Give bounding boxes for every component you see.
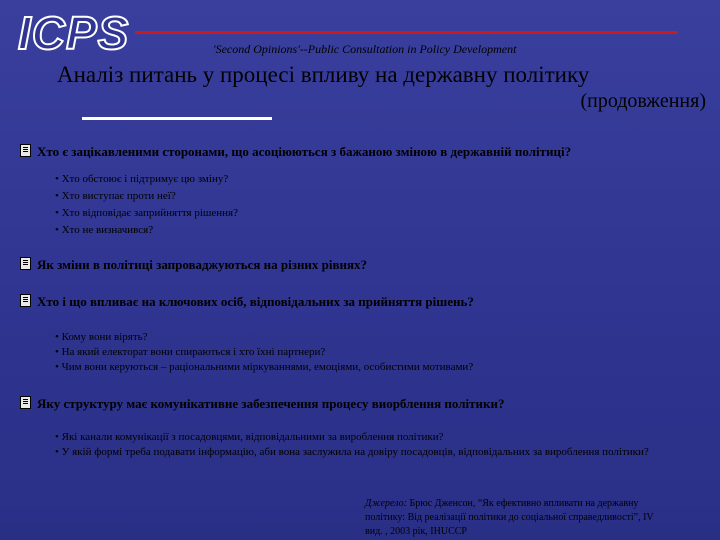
title-underline — [82, 117, 272, 120]
slide-title: Аналіз питань у процесі впливу на державну політику — [57, 62, 590, 87]
list-item: • Чим вони керуються – раціональними міркуваннями, емоціями, особистими мотивами? — [55, 361, 474, 373]
question-text: Яку структуру має комунікативне забезпечення процесу виорблення політики? — [37, 396, 505, 411]
list-item: • Хто обстоює і підтримує цю зміну? — [55, 173, 229, 185]
notepad-icon — [20, 396, 31, 409]
question-text: Хто і що впливає на ключових осіб, відповідальних за прийняття рішень? — [37, 294, 474, 309]
slide-title-continued: (продовження) — [580, 90, 706, 112]
source-text: Брюс Дженсон, “Як ефективно впливати на державну політику: Від реалізації політики до соціальної справедливості”, IV вид. , 2003 рік, ІНUССР — [365, 498, 654, 537]
question-influencers — [20, 294, 474, 310]
notepad-icon — [20, 294, 31, 307]
question-policy-levels — [20, 257, 367, 273]
bullet-list-communication — [55, 430, 685, 460]
notepad-icon — [20, 144, 31, 157]
list-item: • Які канали комунікації з посадовцями, відповідальними за вироблення політики? — [55, 431, 444, 443]
list-item: • Хто відповідає заприйняття рішення? — [55, 207, 238, 219]
list-item: • Кому вони вірять? — [55, 331, 148, 343]
list-item: • На який електорат вони спираються і хто їхні партнери? — [55, 346, 326, 358]
header-divider-red — [135, 31, 678, 34]
list-item: • Хто не визначився? — [55, 224, 154, 236]
question-communication — [20, 396, 505, 412]
question-stakeholders — [20, 144, 571, 160]
source-label: Джерело: — [365, 498, 407, 509]
question-text: Хто є зацікавленими сторонами, що асоціюються з бажаною зміною в державній політиці? — [37, 144, 572, 159]
source-citation — [365, 497, 665, 539]
header-subtitle: 'Second Opinions'--Public Consultation in Policy Development — [213, 42, 517, 56]
list-item: • Хто виступає проти неї? — [55, 190, 176, 202]
notepad-icon — [20, 257, 31, 270]
question-text: Як зміни в політиці запроваджуються на різних рівнях? — [37, 257, 368, 272]
icps-logo: ICPS — [18, 7, 130, 59]
bullet-list-influencers — [55, 330, 473, 375]
bullet-list-stakeholders — [55, 171, 238, 239]
list-item: • У якій формі треба подавати інформацію, аби вона заслужила на довіру посадовців, відповідальних за вироблення політики? — [55, 446, 649, 458]
